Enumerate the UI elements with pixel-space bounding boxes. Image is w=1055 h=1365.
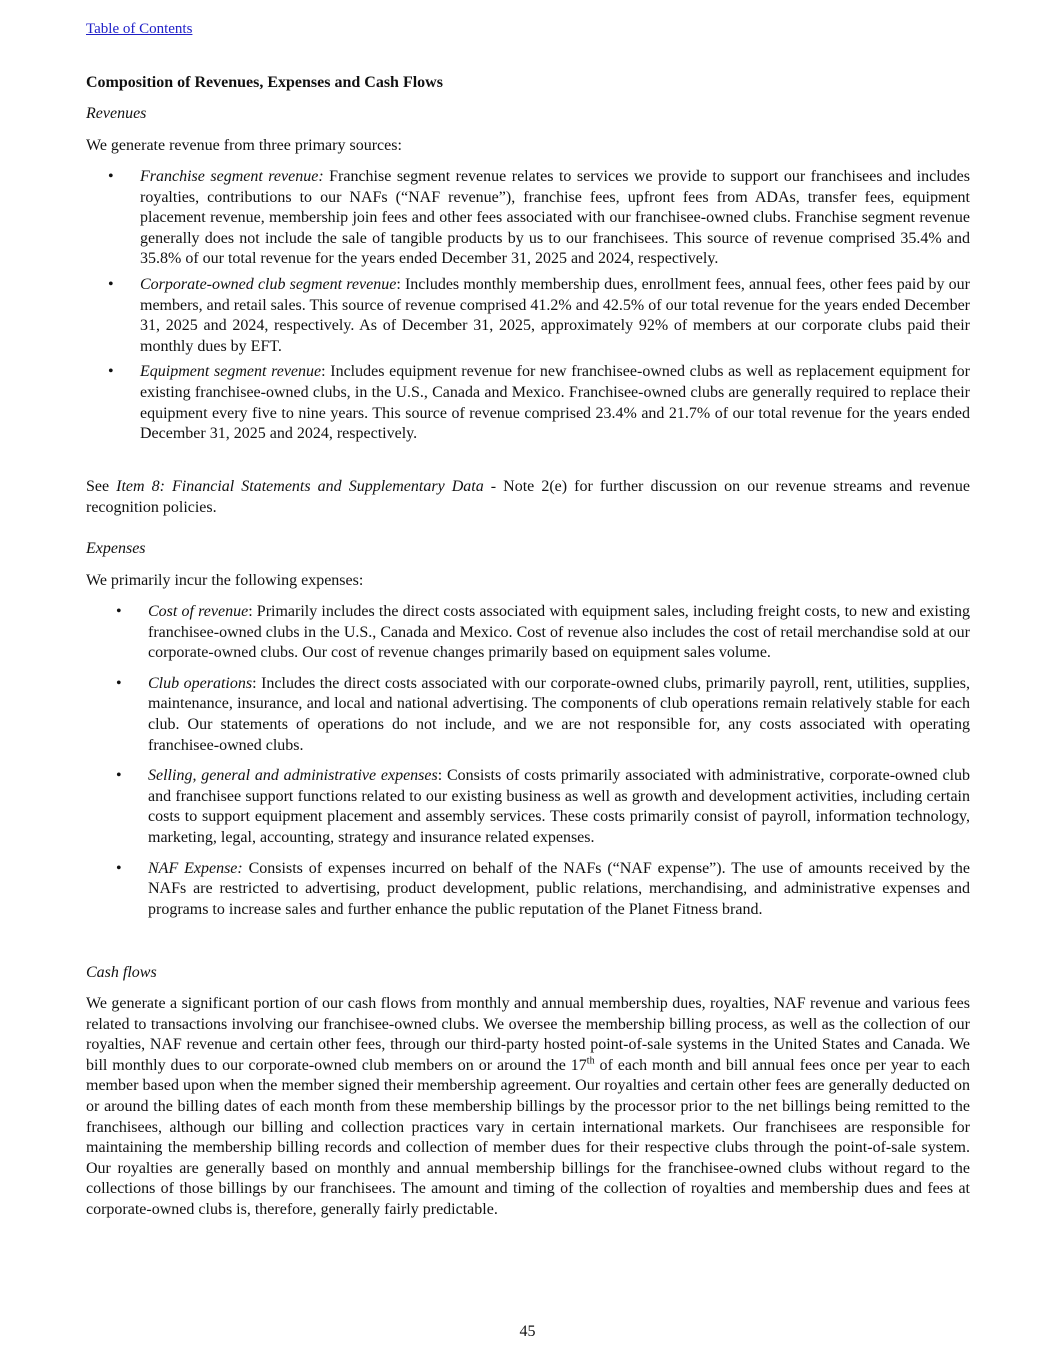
term: Cost of revenue — [148, 603, 249, 620]
term: Selling, general and administrative expenses — [148, 767, 438, 785]
table-of-contents-link[interactable]: Table of Contents — [86, 21, 193, 37]
bullet-icon: • — [108, 168, 114, 185]
bullet-icon: • — [116, 767, 122, 785]
expenses-list — [94, 602, 970, 920]
description: : Primarily includes the direct costs associated with equipment sales, including freight costs, to new and existing franchisee-owned clubs in the U.S., Canada and Mexico. Cost of revenue also includes the cost of retail merchandise sold at our corporate-owned clubs. Our cost of revenue changes primarily based on equipment sales volume. — [148, 603, 970, 662]
term: Club operations — [148, 674, 253, 692]
cash-flows-paragraph: We generate a significant portion of our cash flows from monthly and annual membership dues, royalties, NAF revenue and various fees related to transactions involving our franchisee-owned clubs. We oversee the membership billing process, as well as the collection of our royalties, NAF revenue and certain other fees, through our third-party hosted point-of-sale systems in the United States and Canada. We bill monthly dues to our corporate-owned club members on or around the 17th of each month and bill annual fees once per year to each member based upon when the member signed their membership agreement. Our royalties and certain other fees are generally deducted on or around the billing dates of each month from these membership billings by the processor prior to the net billings being remitted to the franchisees, although our billing and collection practices vary in certain international markets. Our franchisees are responsible for maintaining the membership billing records and collection of member dues for their respective clubs through the point-of-sale system. Our royalties are generally based on monthly and annual membership billings for the franchisee-owned clubs without regard to the collections of those billings by our franchisees. The amount and timing of the collection of royalties and membership dues and fees at corporate-owned clubs is, therefore, generally fairly predictable. — [86, 995, 970, 1218]
revenue-sources-list — [86, 167, 970, 445]
bullet-icon: • — [108, 275, 114, 293]
list-item-franchise-revenue — [86, 167, 970, 270]
expenses-subhead: Expenses — [86, 540, 146, 557]
description: Consists of expenses incurred on behalf of the NAFs (“NAF expense”). The use of amounts received by the NAFs are restricted to advertising, product development, public relations, merchandising, and administrative expenses and programs to increase sales and further enhance the public reputation of the Planet Fitness brand. — [148, 859, 970, 918]
list-item-corporate-club-revenue — [86, 275, 970, 357]
list-item-cost-of-revenue — [94, 602, 970, 664]
bullet-icon: • — [116, 603, 122, 620]
description: Franchise segment revenue relates to services we provide to support our franchisees and includes royalties, contributions to our NAFs (“NAF revenue”), franchise fees, upfront fees from ADAs, transfer fees, equipment placement revenue, membership join fees and other fees associated with our franchisee-owned clubs. Franchise segment revenue generally does not include the sale of tangible products by us to our franchisees. This source of revenue comprised 35.4% and 35.8% of our total revenue for the years ended December 31, 2025 and 2024, respectively. — [140, 168, 970, 268]
cash-flows-subhead: Cash flows — [86, 964, 157, 981]
bullet-icon: • — [116, 674, 122, 692]
page-number: 45 — [519, 1323, 536, 1340]
list-item-equipment-revenue — [86, 362, 970, 444]
description: : Consists of costs primarily associated with administrative, corporate-owned club and franchisee support functions related to our existing business as well as growth and development activities, including certain costs to support equipment placement and assembly services. These costs primarily consist of payroll, information technology, marketing, legal, accounting, strategy and insurance related expenses. — [148, 767, 971, 846]
description: : Includes the direct costs associated with our corporate-owned clubs, primarily payroll, rent, utilities, supplies, maintenance, insurance, and local and national advertising. The components of club operations remain relatively stable for each club. Our statements of operations do not include, and we are not responsible for, any costs associated with operating franchisee-owned clubs. — [148, 674, 971, 754]
revenues-intro: We generate revenue from three primary sources: — [86, 137, 402, 154]
description: : Includes monthly membership dues, enrollment fees, annual fees, other fees paid by our members, and retail sales. This source of revenue comprised 41.2% and 42.5% of our total revenue for the years ended December 31, 2025 and 2024, respectively. As of December 31, 2025, approximately 92% of members at our corporate clubs paid their monthly dues by EFT. — [140, 275, 971, 355]
bullet-icon: • — [108, 363, 114, 381]
expenses-intro: We primarily incur the following expenses: — [86, 572, 364, 589]
list-item-club-operations — [94, 674, 970, 756]
list-item-naf-expense — [94, 859, 970, 921]
bullet-icon: • — [116, 859, 122, 877]
term: NAF Expense: — [148, 859, 243, 877]
revenues-subhead: Revenues — [86, 105, 147, 122]
term: Corporate-owned club segment revenue — [140, 275, 397, 293]
description: : Includes equipment revenue for new franchisee-owned clubs as well as replacement equipment for existing franchisee-owned clubs, in the U.S., Canada and Mexico. Franchisee-owned clubs are generally required to replace their equipment every five to nine years. This source of revenue comprised 23.4% and 21.7% of our total revenue for the years ended December 31, 2025 and 2024, respectively. — [140, 363, 970, 443]
item-8-reference: Item 8: Financial Statements and Supplementary Data — [116, 478, 484, 495]
revenue-note-reference: See Item 8: Financial Statements and Supplementary Data - Note 2(e) for further discussion on our revenue streams and revenue recognition policies. — [86, 478, 970, 516]
ordinal-superscript: th — [586, 1055, 595, 1067]
term: Equipment segment revenue — [140, 363, 322, 381]
section-title: Composition of Revenues, Expenses and Cash Flows — [86, 74, 443, 91]
list-item-sga-expenses — [94, 766, 970, 848]
term: Franchise segment revenue: — [140, 168, 324, 185]
